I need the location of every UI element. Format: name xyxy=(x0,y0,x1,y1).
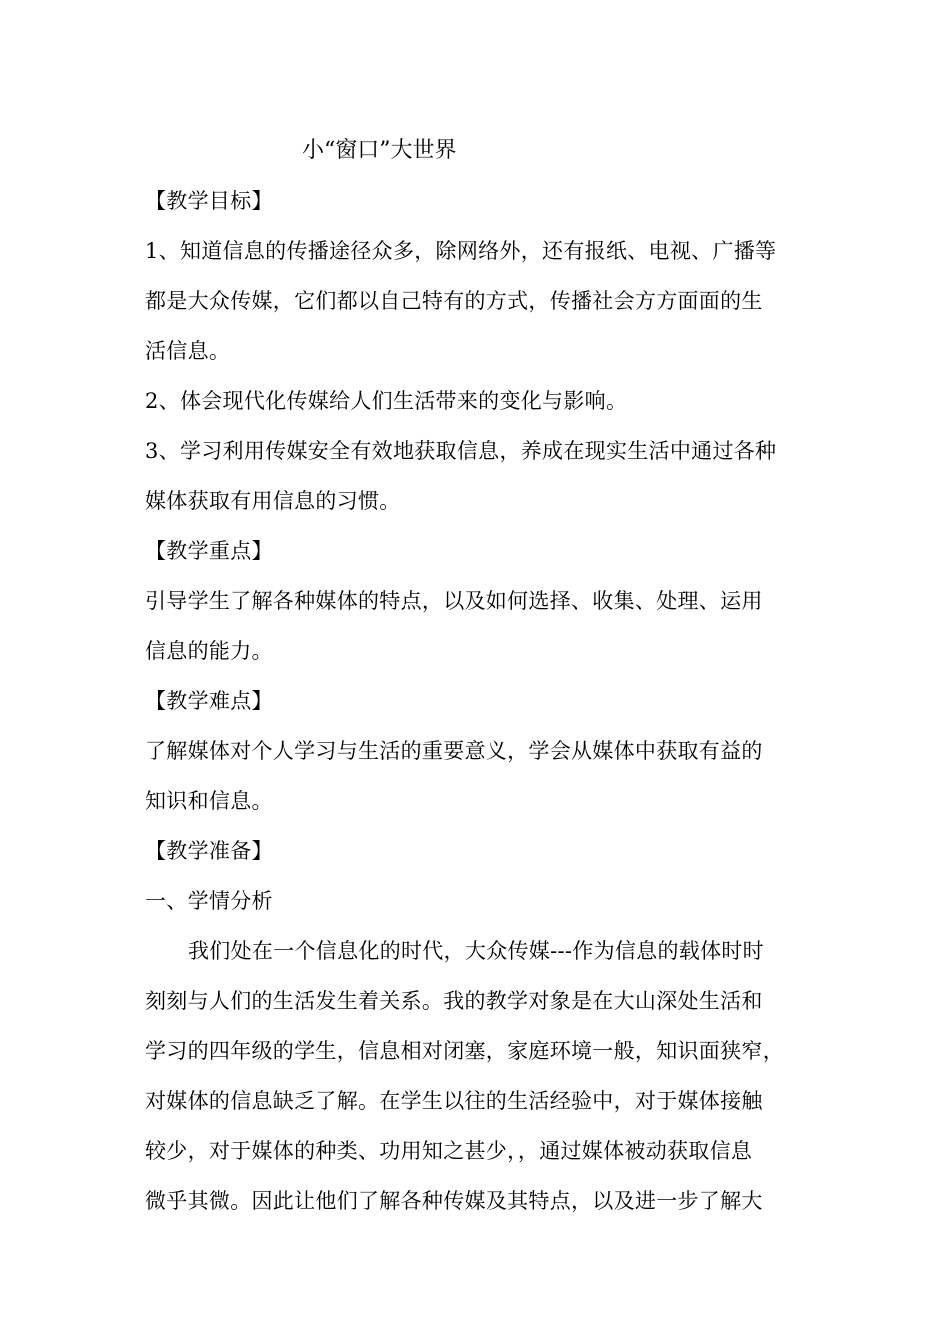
key-points-line-2: 信息的能力。 xyxy=(145,639,273,663)
analysis-line-4: 对媒体的信息缺乏了解。在学生以往的生活经验中，对于媒体接触 xyxy=(145,1089,763,1113)
objective-1-line-1: 1、知道信息的传播途径众多，除网络外，还有报纸、电视、广播等 xyxy=(145,239,777,263)
objective-2: 2、体会现代化传媒给人们生活带来的变化与影响。 xyxy=(145,389,628,413)
analysis-line-6: 微乎其微。因此让他们了解各种传媒及其特点，以及进一步了解大 xyxy=(145,1189,763,1213)
objective-3-line-2: 媒体获取有用信息的习惯。 xyxy=(145,489,401,513)
objective-3-line-1: 3、学习利用传媒安全有效地获取信息，养成在现实生活中通过各种 xyxy=(145,439,777,463)
section-analysis-heading: 一、学情分析 xyxy=(145,889,273,913)
heading-key-points: 【教学重点】 xyxy=(145,539,273,563)
key-points-line-1: 引导学生了解各种媒体的特点，以及如何选择、收集、处理、运用 xyxy=(145,589,763,613)
heading-difficulties: 【教学难点】 xyxy=(145,689,273,713)
analysis-line-3: 学习的四年级的学生，信息相对闭塞，家庭环境一般，知识面狭窄， xyxy=(145,1039,784,1063)
difficulties-line-1: 了解媒体对个人学习与生活的重要意义，学会从媒体中获取有益的 xyxy=(145,739,763,763)
analysis-line-5: 较少，对于媒体的种类、功用知之甚少，，通过媒体被动获取信息 xyxy=(145,1139,753,1163)
difficulties-line-2: 知识和信息。 xyxy=(145,789,273,813)
analysis-line-2: 刻刻与人们的生活发生着关系。我的教学对象是在大山深处生活和 xyxy=(145,989,763,1013)
analysis-line-1: 我们处在一个信息化的时代，大众传媒---作为信息的载体时时 xyxy=(188,939,764,963)
document-title: 小“窗口”大世界 xyxy=(302,138,457,163)
objective-1-line-2: 都是大众传媒，它们都以自己特有的方式，传播社会方方面面的生 xyxy=(145,289,763,313)
heading-preparation: 【教学准备】 xyxy=(145,839,273,863)
objective-1-line-3: 活信息。 xyxy=(145,339,231,363)
heading-objectives: 【教学目标】 xyxy=(145,189,273,213)
